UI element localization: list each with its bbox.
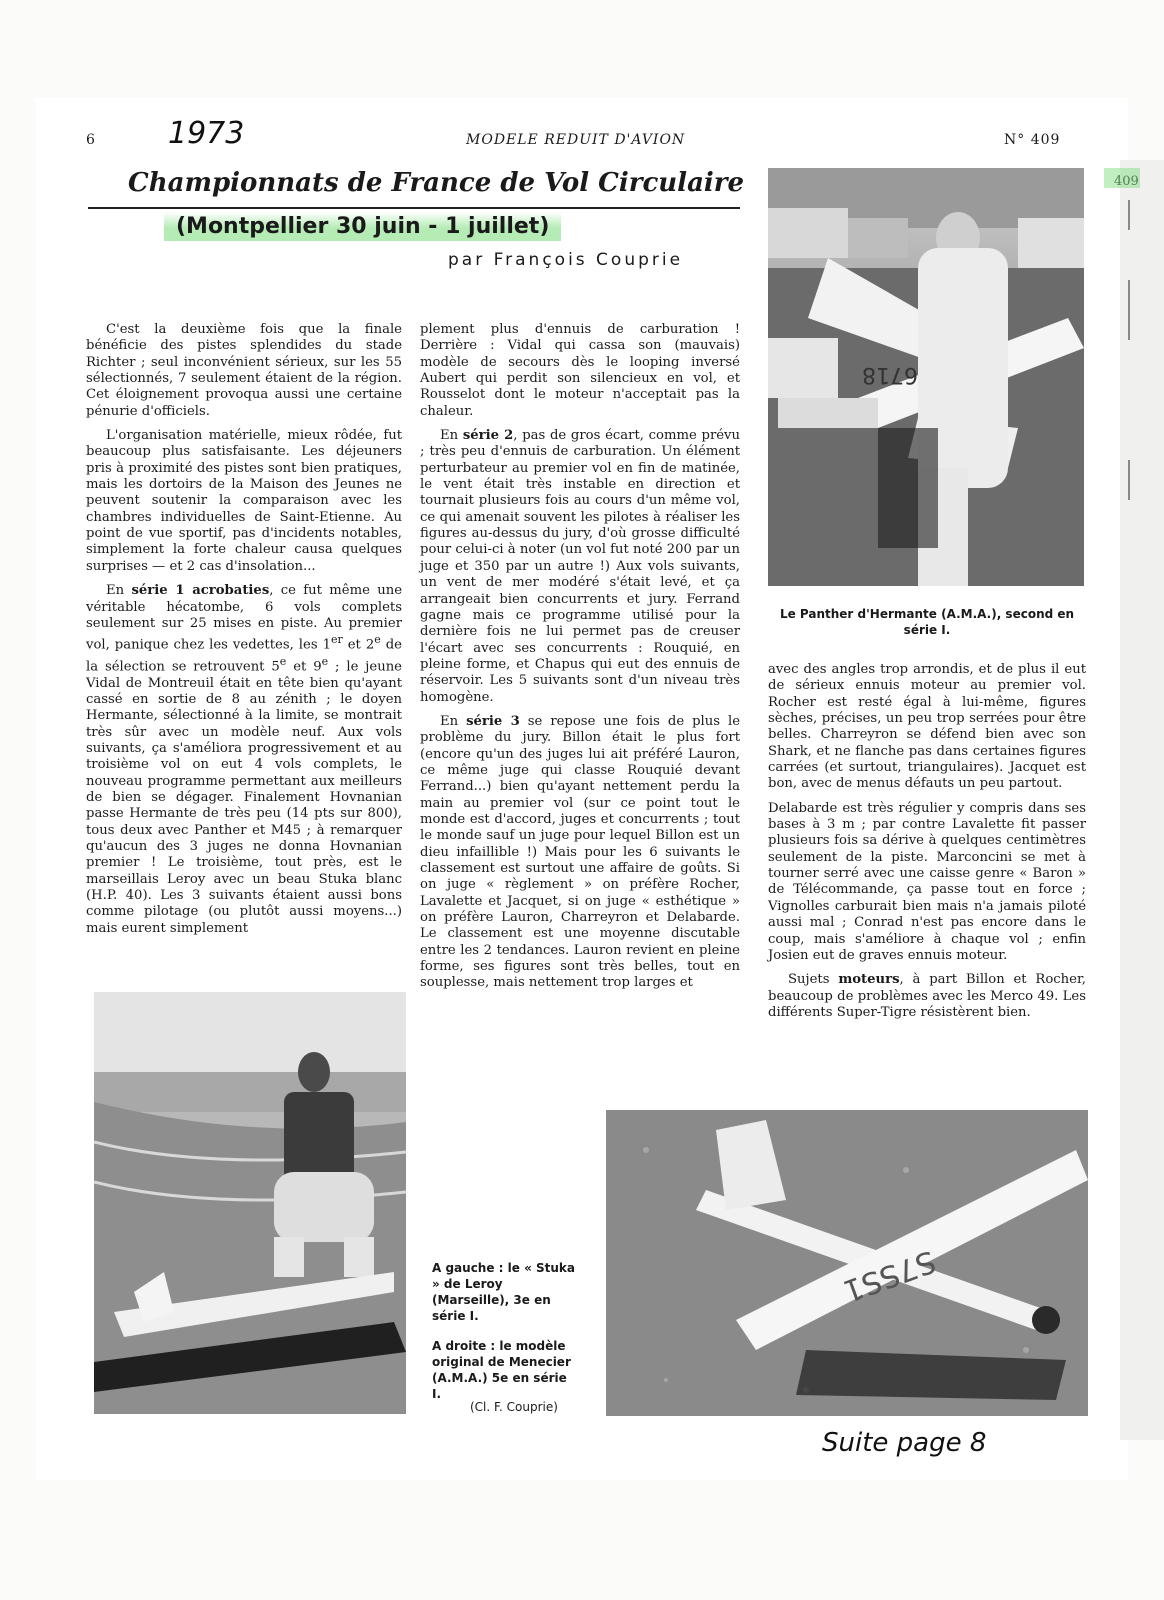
article-byline: par François Couprie: [448, 250, 684, 270]
title-underline: [88, 207, 740, 209]
article-subtitle: (Montpellier 30 juin - 1 juillet): [164, 212, 561, 241]
photo-stuka-leroy: [94, 992, 406, 1414]
article-column-1: C'est la deuxième fois que la finale bénéficie des pistes splendides du stade Richter ; seul inconvénient sérieux, sur les 55 sélectionnés, 7 seulement étaient de la région. Cet éloignement provoqua aussi une certaine pénurie d'officiels. L'organisation matérielle, mieux rôdée, fut beaucoup plus satisfaisante. Les déjeuners pris à proximité des pistes sont bien pratiques, mais les dortoirs de la Maison des Jeunes ne peuvent soutenir la comparaison avec les chambres individuelles de Saint-Etienne. Au point de vue sportif, pas d'incidents notables, simplement la forte chaleur causa quelques surprises — et 2 cas d'insolation... En série 1 acrobaties, ce fut même une véritable hécatombe, 6 vols complets seulement sur 25 mises en piste. Au premier vol, panique chez les vedettes, les 1er et 2e de la sélection se retrouvent 5e et 9e ; le jeune Vidal de Montreuil était en tête bien qu'ayant cassé en sortie de 8 au zénith ; le doyen Hermante, sélectionné à la limite, se montrait très sûr avec un modèle neuf. Aux vols suivants, ça s'améliora progressivement et au troisième vol on eut 4 vols complets, le nouveau programme permettant aux meilleurs de bien se dégager. Finalement Hovnanian passe Hermante de très peu (14 pts sur 800), tous deux avec Panther et M45 ; à remarquer qu'aucun des 3 juges ne donna Hovnanian premier ! Le troisième, tout près, est le marseillais Leroy avec un beau Stuka blanc (H.P. 40). Les 3 suivants étaient aussi bons comme pilotage (ou plutôt aussi moyens...) mais eurent simplement: [86, 322, 403, 936]
menecier-wing-marking: S7SS1: [838, 1242, 941, 1309]
article-column-3: avec des angles trop arrondis, et de plus il eut de sérieux ennuis moteur au premier vol. Rocher est resté égal à lui-même, figures sèches, précises, un peu trop serrées pour être belles. Charreyron se défend bien avec son Shark, et ne flanche pas dans certaines figures carrées (et surtout, triangulaires). Jacquet est bon, avec de menus défauts un peu partout. Delabarde est très régulier y compris dans ses bases à 3 m ; par contre Lavalette fit passer plusieurs fois sa dérive à quelques centimètres seulement de la piste. Marconcini se met à tourner serré avec une caisse genre « Baron » de Télécommande, ça passe tout en force ; Vignolles carburait bien mais n'a jamais piloté aussi mal ; Conrad n'est pas encore dans le coup, mais s'améliore à chaque vol ; enfin Josien eut de graves ennuis moteur. Sujets moteurs, à part Billon et Rocher, beaucoup de problèmes avec les Merco 49. Les différents Super-Tigre résistèrent bien.: [768, 662, 1087, 1020]
magazine-title: MODELE REDUIT D'AVION: [466, 132, 686, 148]
photo-panther-hermante: [768, 168, 1084, 586]
caption-menecier: A droite : le modèle original de Menecier (A.M.A.) 5e en série I.: [432, 1339, 571, 1401]
panther-wing-marking: 6718: [862, 362, 918, 387]
adjacent-page-edge: [1114, 160, 1164, 1440]
photo-credit: (Cl. F. Couprie): [470, 1400, 558, 1414]
article-column-2: plement plus d'ennuis de carburation ! Derrière : Vidal qui cassa son (mauvais) modèle de secours dès le looping inversé Aubert qui perdit son silencieux en vol, et Rousselot dont le moteur n'acceptait pas la chaleur. En série 2, pas de gros écart, comme prévu ; très peu d'ennuis de carburation. Un élément perturbateur au premier vol en fin de matinée, le vent était très instable en direction et tournait plusieurs fois au cours d'un même vol, ce qui amenait souvent les pilotes à réaliser les figures au-dessus du jury, d'où grosse difficulté pour celui-ci à noter (un vol fut noté 200 par un juge et 350 par un autre !) Aux vols suivants, un vent de mer modéré s'était levé, et ça arrangeait bien concurrents et jury. Ferrand gagne mais ce programme utilisé pour la dernière fois ne lui permet pas de creuser l'écart avec ses concurrents : Rouquié, en pleine forme, et Chapus qui eut des ennuis de réservoir. Les 5 suivants sont d'un niveau très homogène. En série 3 se repose une fois de plus le problème du jury. Billon était le plus fort (encore qu'un des juges lui ait préféré Lauron, ce même juge qui classe Rouquié devant Ferrand...) bien qu'ayant nettement perdu la main au premier vol (sur ce point tout le monde est d'accord, juges et concurrents ; tout le monde sauf un juge pour lequel Billon est un dieu infaillible !) Mais pour les 6 suivants le classement est surtout une affaire de goûts. Si on juge « règlement » on préfère Rocher, Lavalette et Jacquet, si on juge « esthétique » on préfère Lauron, Charreyron et Delabarde. Le classement est une moyenne discutable entre les 2 tendances. Lauron revient en pleine forme, ses figures sont très belles, tout en souplesse, mais nettement trop larges et: [420, 322, 741, 991]
caption-panther: Le Panther d'Hermante (A.M.A.), second en série I.: [779, 607, 1075, 637]
handwritten-year: 1973: [168, 116, 245, 151]
article-title: Championnats de France de Vol Circulaire: [128, 168, 745, 198]
margin-highlight: [1104, 168, 1140, 188]
handwritten-continuation-note: Suite page 8: [822, 1428, 987, 1458]
page-number: 6: [86, 132, 96, 148]
issue-number: N° 409: [1004, 132, 1061, 148]
caption-stuka: A gauche : le « Stuka » de Leroy (Marseille), 3e en série I.: [432, 1261, 576, 1323]
photo-menecier-model: [606, 1110, 1088, 1416]
margin-issue-number: 409: [1114, 174, 1139, 189]
